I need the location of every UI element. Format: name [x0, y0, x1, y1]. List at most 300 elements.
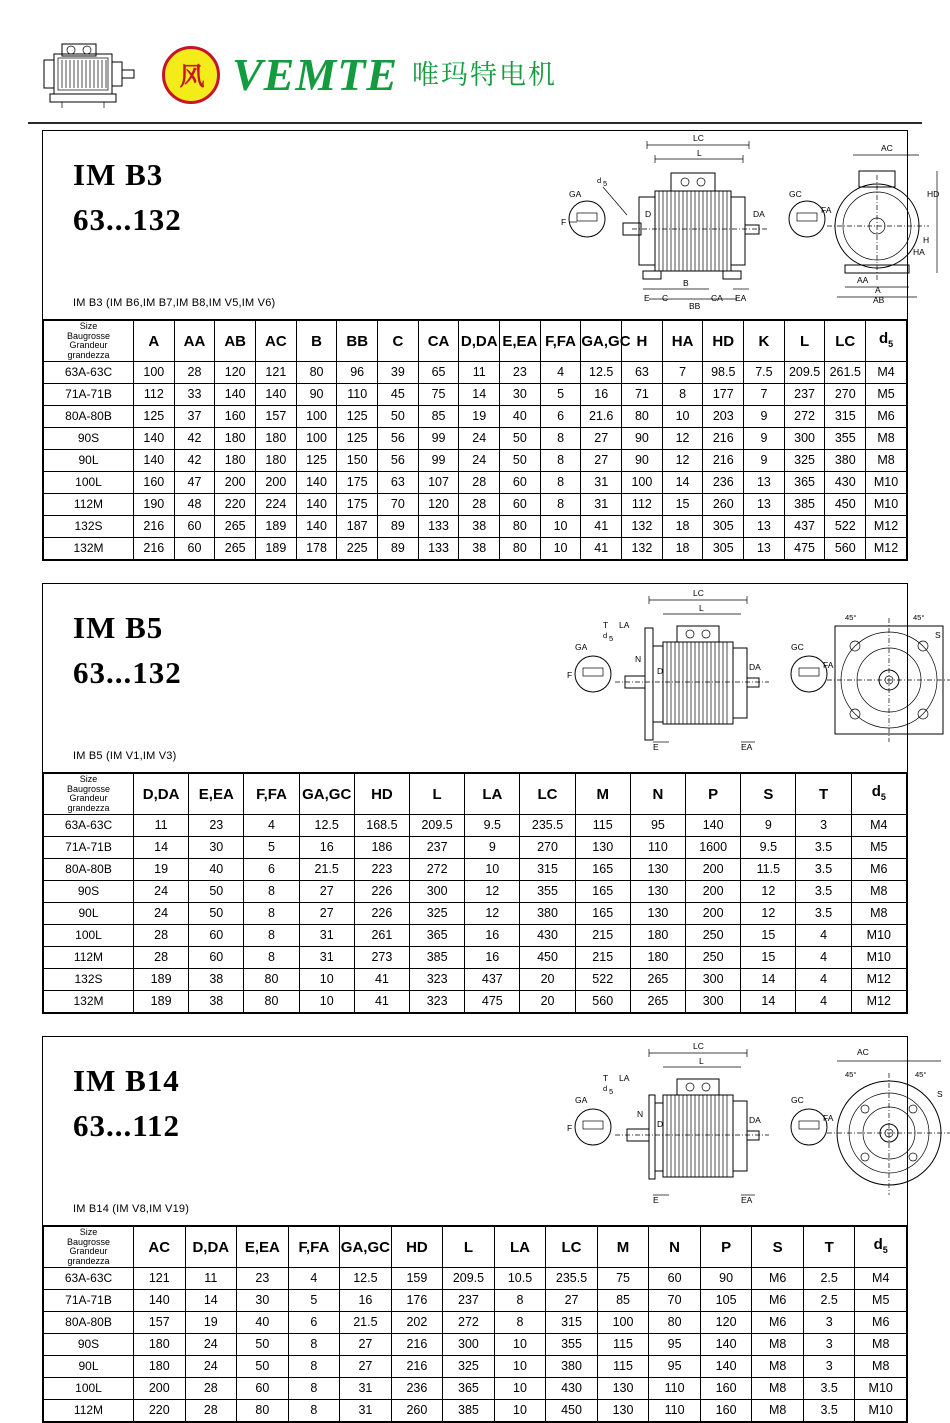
cell-value: 27	[546, 1290, 598, 1312]
cell-value: 10	[299, 969, 354, 991]
cell-value: 28	[459, 494, 500, 516]
cell-value: 8	[244, 903, 299, 925]
cell-value: 40	[500, 406, 541, 428]
cell-value: 20	[520, 991, 575, 1013]
table-row	[44, 1378, 907, 1400]
cell-value: 224	[256, 494, 297, 516]
cell-value: 12	[662, 428, 703, 450]
cell-value: 8	[288, 1334, 340, 1356]
cell-size: 90L	[44, 1356, 134, 1378]
cell-value: 12	[662, 450, 703, 472]
cell-value: 110	[630, 837, 685, 859]
cell-value: 385	[443, 1400, 495, 1422]
col-head: K	[744, 321, 785, 362]
svg-text:d: d	[603, 1084, 608, 1093]
cell-value: 10	[494, 1356, 546, 1378]
svg-text:d: d	[597, 176, 602, 185]
col-head: D,DA	[134, 774, 189, 815]
cell-value: 5	[288, 1290, 340, 1312]
cell-value: 180	[256, 428, 297, 450]
cell-value: 50	[237, 1356, 289, 1378]
cell-value: 70	[649, 1290, 701, 1312]
cell-value: 40	[237, 1312, 289, 1334]
cell-value: 13	[744, 494, 785, 516]
cell-value: 160	[215, 406, 256, 428]
cell-value: 250	[686, 925, 741, 947]
cell-value: 4	[288, 1268, 340, 1290]
table-row	[44, 384, 907, 406]
cell-value: M12	[866, 538, 907, 560]
cell-value: 216	[134, 538, 175, 560]
cell-value: 300	[686, 991, 741, 1013]
table-row	[44, 516, 907, 538]
col-head: D,DA	[185, 1227, 237, 1268]
col-head: N	[649, 1227, 701, 1268]
table-row	[44, 815, 907, 837]
cell-value: 272	[784, 406, 825, 428]
cell-value: 14	[662, 472, 703, 494]
table-row	[44, 1400, 907, 1422]
cell-value: 42	[174, 428, 215, 450]
cell-value: 12	[465, 881, 520, 903]
cell-value: 28	[459, 472, 500, 494]
cell-value: 105	[700, 1290, 752, 1312]
cell-value: 24	[185, 1356, 237, 1378]
svg-text:d: d	[603, 631, 608, 640]
cell-value: M5	[851, 837, 906, 859]
col-head: CA	[418, 321, 459, 362]
cell-value: 8	[540, 428, 581, 450]
cell-value: 121	[134, 1268, 186, 1290]
cell-value: 187	[337, 516, 378, 538]
cell-value: M8	[752, 1334, 804, 1356]
b14-title-line2: 63...112	[73, 1107, 181, 1143]
cell-value: 260	[703, 494, 744, 516]
col-head: B	[296, 321, 337, 362]
svg-text:E: E	[653, 1195, 659, 1205]
cell-value: 450	[520, 947, 575, 969]
cell-size: 80A-80B	[44, 859, 134, 881]
cell-value: 100	[597, 1312, 649, 1334]
cell-value: 27	[299, 903, 354, 925]
cell-value: 300	[686, 969, 741, 991]
cell-value: 8	[540, 450, 581, 472]
cell-value: M8	[752, 1356, 804, 1378]
svg-text:HD: HD	[927, 189, 940, 199]
cell-value: 125	[337, 406, 378, 428]
svg-text:45°: 45°	[845, 613, 857, 622]
b3-spec-table	[43, 320, 907, 560]
cell-value: M6	[855, 1312, 907, 1334]
cell-value: 40	[189, 859, 244, 881]
cell-value: 75	[597, 1268, 649, 1290]
cell-value: M10	[855, 1378, 907, 1400]
b5-title-block	[43, 584, 297, 772]
svg-text:GA: GA	[575, 642, 588, 652]
cell-value: 132	[622, 538, 663, 560]
cell-value: 115	[597, 1356, 649, 1378]
cell-value: 1600	[686, 837, 741, 859]
cell-value: 202	[391, 1312, 443, 1334]
cell-value: 24	[134, 881, 189, 903]
cell-value: 14	[134, 837, 189, 859]
cell-value: 13	[744, 538, 785, 560]
cell-value: M6	[752, 1268, 804, 1290]
cell-value: M5	[866, 384, 907, 406]
svg-text:AC: AC	[881, 143, 893, 153]
cell-value: 237	[410, 837, 465, 859]
table-row	[44, 1290, 907, 1312]
svg-text:AB: AB	[873, 295, 885, 305]
cell-value: 80	[500, 516, 541, 538]
cell-value: 273	[354, 947, 409, 969]
cell-value: 39	[378, 362, 419, 384]
cell-value: 11	[185, 1268, 237, 1290]
svg-text:E: E	[644, 293, 650, 303]
cell-value: 8	[540, 472, 581, 494]
cell-value: 18	[662, 516, 703, 538]
cell-value: 27	[340, 1356, 392, 1378]
cell-value: 11.5	[741, 859, 796, 881]
cell-value: 120	[418, 494, 459, 516]
svg-text:E: E	[653, 742, 659, 752]
cell-value: 12.5	[581, 362, 622, 384]
cell-value: 96	[337, 362, 378, 384]
svg-text:T: T	[603, 1073, 609, 1083]
cell-value: 90	[296, 384, 337, 406]
svg-text:S: S	[935, 630, 941, 640]
cell-value: 13	[744, 472, 785, 494]
cell-value: M10	[866, 472, 907, 494]
col-head: A	[134, 321, 175, 362]
cell-value: M12	[851, 991, 906, 1013]
cell-value: 226	[354, 881, 409, 903]
col-head: GA,GC	[581, 321, 622, 362]
cell-value: 63	[622, 362, 663, 384]
cell-value: 522	[825, 516, 866, 538]
cell-value: 380	[825, 450, 866, 472]
col-head: F,FA	[244, 774, 299, 815]
svg-text:GC: GC	[791, 1095, 804, 1105]
cell-value: 560	[575, 991, 630, 1013]
b5-spec-table	[43, 773, 907, 1013]
col-head: P	[686, 774, 741, 815]
cell-value: 4	[540, 362, 581, 384]
svg-text:LC: LC	[693, 1041, 704, 1051]
svg-text:L: L	[699, 603, 704, 613]
cell-value: 265	[630, 991, 685, 1013]
cell-value: 8	[288, 1378, 340, 1400]
table-row	[44, 969, 907, 991]
vemte-logo-badge	[162, 46, 220, 104]
cell-value: 3	[796, 815, 851, 837]
cell-value: 15	[662, 494, 703, 516]
cell-value: 8	[288, 1400, 340, 1422]
table-header-row	[44, 1227, 907, 1268]
svg-text:5: 5	[603, 179, 608, 188]
col-head: L	[410, 774, 465, 815]
cell-value: 14	[459, 384, 500, 406]
cell-size: 90S	[44, 428, 134, 450]
cell-value: 45	[378, 384, 419, 406]
svg-text:LC: LC	[693, 588, 704, 598]
cell-value: 4	[796, 925, 851, 947]
cell-value: 21.5	[299, 859, 354, 881]
cell-value: 10.5	[494, 1268, 546, 1290]
cell-value: 31	[299, 947, 354, 969]
cell-value: 100	[622, 472, 663, 494]
cell-value: 365	[410, 925, 465, 947]
cell-value: 560	[825, 538, 866, 560]
cell-value: 140	[256, 384, 297, 406]
cell-value: 31	[299, 925, 354, 947]
cell-value: 237	[443, 1290, 495, 1312]
col-head-d5: $d_5$	[855, 1227, 907, 1268]
cell-value: 8	[244, 925, 299, 947]
cell-size: 132S	[44, 516, 134, 538]
svg-text:5: 5	[609, 1087, 614, 1096]
cell-value: 3.5	[796, 881, 851, 903]
section-im-b5	[42, 583, 941, 1014]
table-row	[44, 881, 907, 903]
cell-value: 365	[784, 472, 825, 494]
cell-size: 71A-71B	[44, 1290, 134, 1312]
col-head: AC	[134, 1227, 186, 1268]
size-header: Size Baugrosse Grandeur grandezza	[44, 321, 134, 362]
cell-value: 33	[174, 384, 215, 406]
cell-value: 236	[703, 472, 744, 494]
size-header: Size Baugrosse Grandeur grandezza	[44, 774, 134, 815]
cell-value: 42	[174, 450, 215, 472]
svg-text:LC: LC	[693, 133, 704, 143]
svg-text:CA: CA	[711, 293, 723, 303]
cell-size: 90S	[44, 881, 134, 903]
cell-value: M6	[752, 1312, 804, 1334]
svg-text:LA: LA	[619, 620, 630, 630]
cell-value: 160	[700, 1378, 752, 1400]
cell-value: 12.5	[340, 1268, 392, 1290]
cell-value: 157	[256, 406, 297, 428]
cell-value: 16	[340, 1290, 392, 1312]
cell-value: 209.5	[784, 362, 825, 384]
cell-value: M8	[855, 1356, 907, 1378]
cell-value: 8	[244, 881, 299, 903]
cell-value: 385	[410, 947, 465, 969]
b3-title-line2: 63...132	[73, 201, 182, 237]
cell-value: 14	[185, 1290, 237, 1312]
table-header-row	[44, 321, 907, 362]
cell-value: 115	[575, 815, 630, 837]
col-head: H	[622, 321, 663, 362]
cell-value: 31	[581, 472, 622, 494]
svg-text:FA: FA	[823, 1113, 834, 1123]
header-divider	[28, 122, 922, 124]
cell-value: 10	[662, 406, 703, 428]
cell-value: 121	[256, 362, 297, 384]
cell-value: 272	[443, 1312, 495, 1334]
svg-text:T: T	[603, 620, 609, 630]
cell-value: 60	[500, 494, 541, 516]
cell-value: 125	[134, 406, 175, 428]
cell-value: 41	[354, 969, 409, 991]
cell-size: 90S	[44, 1334, 134, 1356]
table-row	[44, 450, 907, 472]
cell-value: 47	[174, 472, 215, 494]
svg-text:DA: DA	[749, 1115, 761, 1125]
section-im-b14	[42, 1036, 943, 1423]
cell-value: 41	[581, 538, 622, 560]
cell-value: 189	[134, 991, 189, 1013]
cell-value: M5	[855, 1290, 907, 1312]
cell-value: 30	[500, 384, 541, 406]
cell-value: 80	[244, 991, 299, 1013]
cell-value: 165	[575, 903, 630, 925]
table-row	[44, 1268, 907, 1290]
cell-value: 8	[662, 384, 703, 406]
col-head: E,EA	[500, 321, 541, 362]
cell-value: M4	[851, 815, 906, 837]
cell-value: 28	[185, 1378, 237, 1400]
cell-value: 21.5	[340, 1312, 392, 1334]
col-head: N	[630, 774, 685, 815]
cell-value: 12	[741, 881, 796, 903]
cell-value: 140	[134, 1290, 186, 1312]
cell-size: 132M	[44, 991, 134, 1013]
brand-name: VEMTE	[232, 49, 399, 100]
cell-value: 165	[575, 859, 630, 881]
cell-size: 80A-80B	[44, 1312, 134, 1334]
cell-size: 100L	[44, 925, 134, 947]
cell-value: 65	[418, 362, 459, 384]
col-head: LA	[494, 1227, 546, 1268]
cell-value: 63	[378, 472, 419, 494]
col-head: HD	[391, 1227, 443, 1268]
cell-value: 41	[581, 516, 622, 538]
cell-value: 110	[649, 1400, 701, 1422]
cell-value: 10	[494, 1378, 546, 1400]
cell-value: 9.5	[741, 837, 796, 859]
svg-text:45°: 45°	[915, 1070, 927, 1079]
cell-value: M10	[851, 947, 906, 969]
cell-value: 305	[703, 516, 744, 538]
cell-value: 3.5	[796, 903, 851, 925]
cell-value: 20	[520, 969, 575, 991]
cell-value: 95	[649, 1334, 701, 1356]
cell-value: 140	[296, 472, 337, 494]
cell-value: 215	[575, 947, 630, 969]
cell-size: 63A-63C	[44, 362, 134, 384]
cell-value: 38	[459, 538, 500, 560]
svg-text:N: N	[635, 654, 642, 664]
cell-value: 168.5	[354, 815, 409, 837]
table-row	[44, 428, 907, 450]
cell-value: 165	[575, 881, 630, 903]
b3-title-line1: IM B3	[73, 157, 164, 192]
cell-value: 18	[662, 538, 703, 560]
col-head-d5: $d_5$	[866, 321, 907, 362]
cell-value: 130	[630, 881, 685, 903]
cell-value: 125	[296, 450, 337, 472]
cell-value: 6	[288, 1312, 340, 1334]
cell-value: 16	[465, 947, 520, 969]
cell-value: 89	[378, 538, 419, 560]
col-head-d5: $d_5$	[851, 774, 906, 815]
cell-value: 200	[215, 472, 256, 494]
cell-value: 189	[256, 538, 297, 560]
cell-size: 112M	[44, 1400, 134, 1422]
cell-value: 30	[237, 1290, 289, 1312]
cell-value: 8	[494, 1290, 546, 1312]
cell-value: 225	[337, 538, 378, 560]
cell-value: M6	[752, 1290, 804, 1312]
cell-value: 235.5	[520, 815, 575, 837]
cell-value: M4	[866, 362, 907, 384]
cell-value: 16	[581, 384, 622, 406]
col-head: S	[752, 1227, 804, 1268]
table-row	[44, 406, 907, 428]
cell-value: 160	[700, 1400, 752, 1422]
b5-title-line2: 63...132	[73, 654, 182, 690]
col-head: E,EA	[189, 774, 244, 815]
cell-value: M10	[855, 1400, 907, 1422]
cell-value: 270	[520, 837, 575, 859]
table-row	[44, 837, 907, 859]
table-row	[44, 1312, 907, 1334]
cell-value: 300	[410, 881, 465, 903]
cell-value: 10	[540, 538, 581, 560]
cell-value: 4	[796, 947, 851, 969]
cell-value: 5	[244, 837, 299, 859]
cell-value: 180	[215, 450, 256, 472]
cell-value: 9	[465, 837, 520, 859]
cell-value: 209.5	[443, 1268, 495, 1290]
cell-value: 56	[378, 428, 419, 450]
svg-text:L: L	[697, 148, 702, 158]
cell-value: 12.5	[299, 815, 354, 837]
cell-value: 235.5	[546, 1268, 598, 1290]
cell-value: 90	[622, 428, 663, 450]
cell-value: M8	[851, 903, 906, 925]
cell-value: 27	[581, 428, 622, 450]
cell-value: 10	[299, 991, 354, 1013]
cell-value: 385	[784, 494, 825, 516]
col-head: D,DA	[459, 321, 500, 362]
cell-value: 9	[744, 406, 785, 428]
cell-value: 190	[134, 494, 175, 516]
cell-value: M10	[866, 494, 907, 516]
cell-value: M8	[866, 450, 907, 472]
cell-value: 140	[700, 1356, 752, 1378]
cell-value: 24	[185, 1334, 237, 1356]
cell-value: 216	[703, 428, 744, 450]
col-head: L	[784, 321, 825, 362]
cell-value: 28	[174, 362, 215, 384]
cell-value: 12	[741, 903, 796, 925]
svg-text:F: F	[567, 1123, 573, 1133]
cell-value: 60	[174, 538, 215, 560]
cell-value: 270	[825, 384, 866, 406]
cell-value: 56	[378, 450, 419, 472]
cell-value: 130	[575, 837, 630, 859]
cell-value: 3.5	[803, 1400, 855, 1422]
cell-value: 140	[296, 516, 337, 538]
cell-value: 99	[418, 450, 459, 472]
col-head: AC	[256, 321, 297, 362]
cell-value: 475	[465, 991, 520, 1013]
cell-value: 75	[418, 384, 459, 406]
cell-value: 50	[500, 450, 541, 472]
cell-value: 380	[546, 1356, 598, 1378]
